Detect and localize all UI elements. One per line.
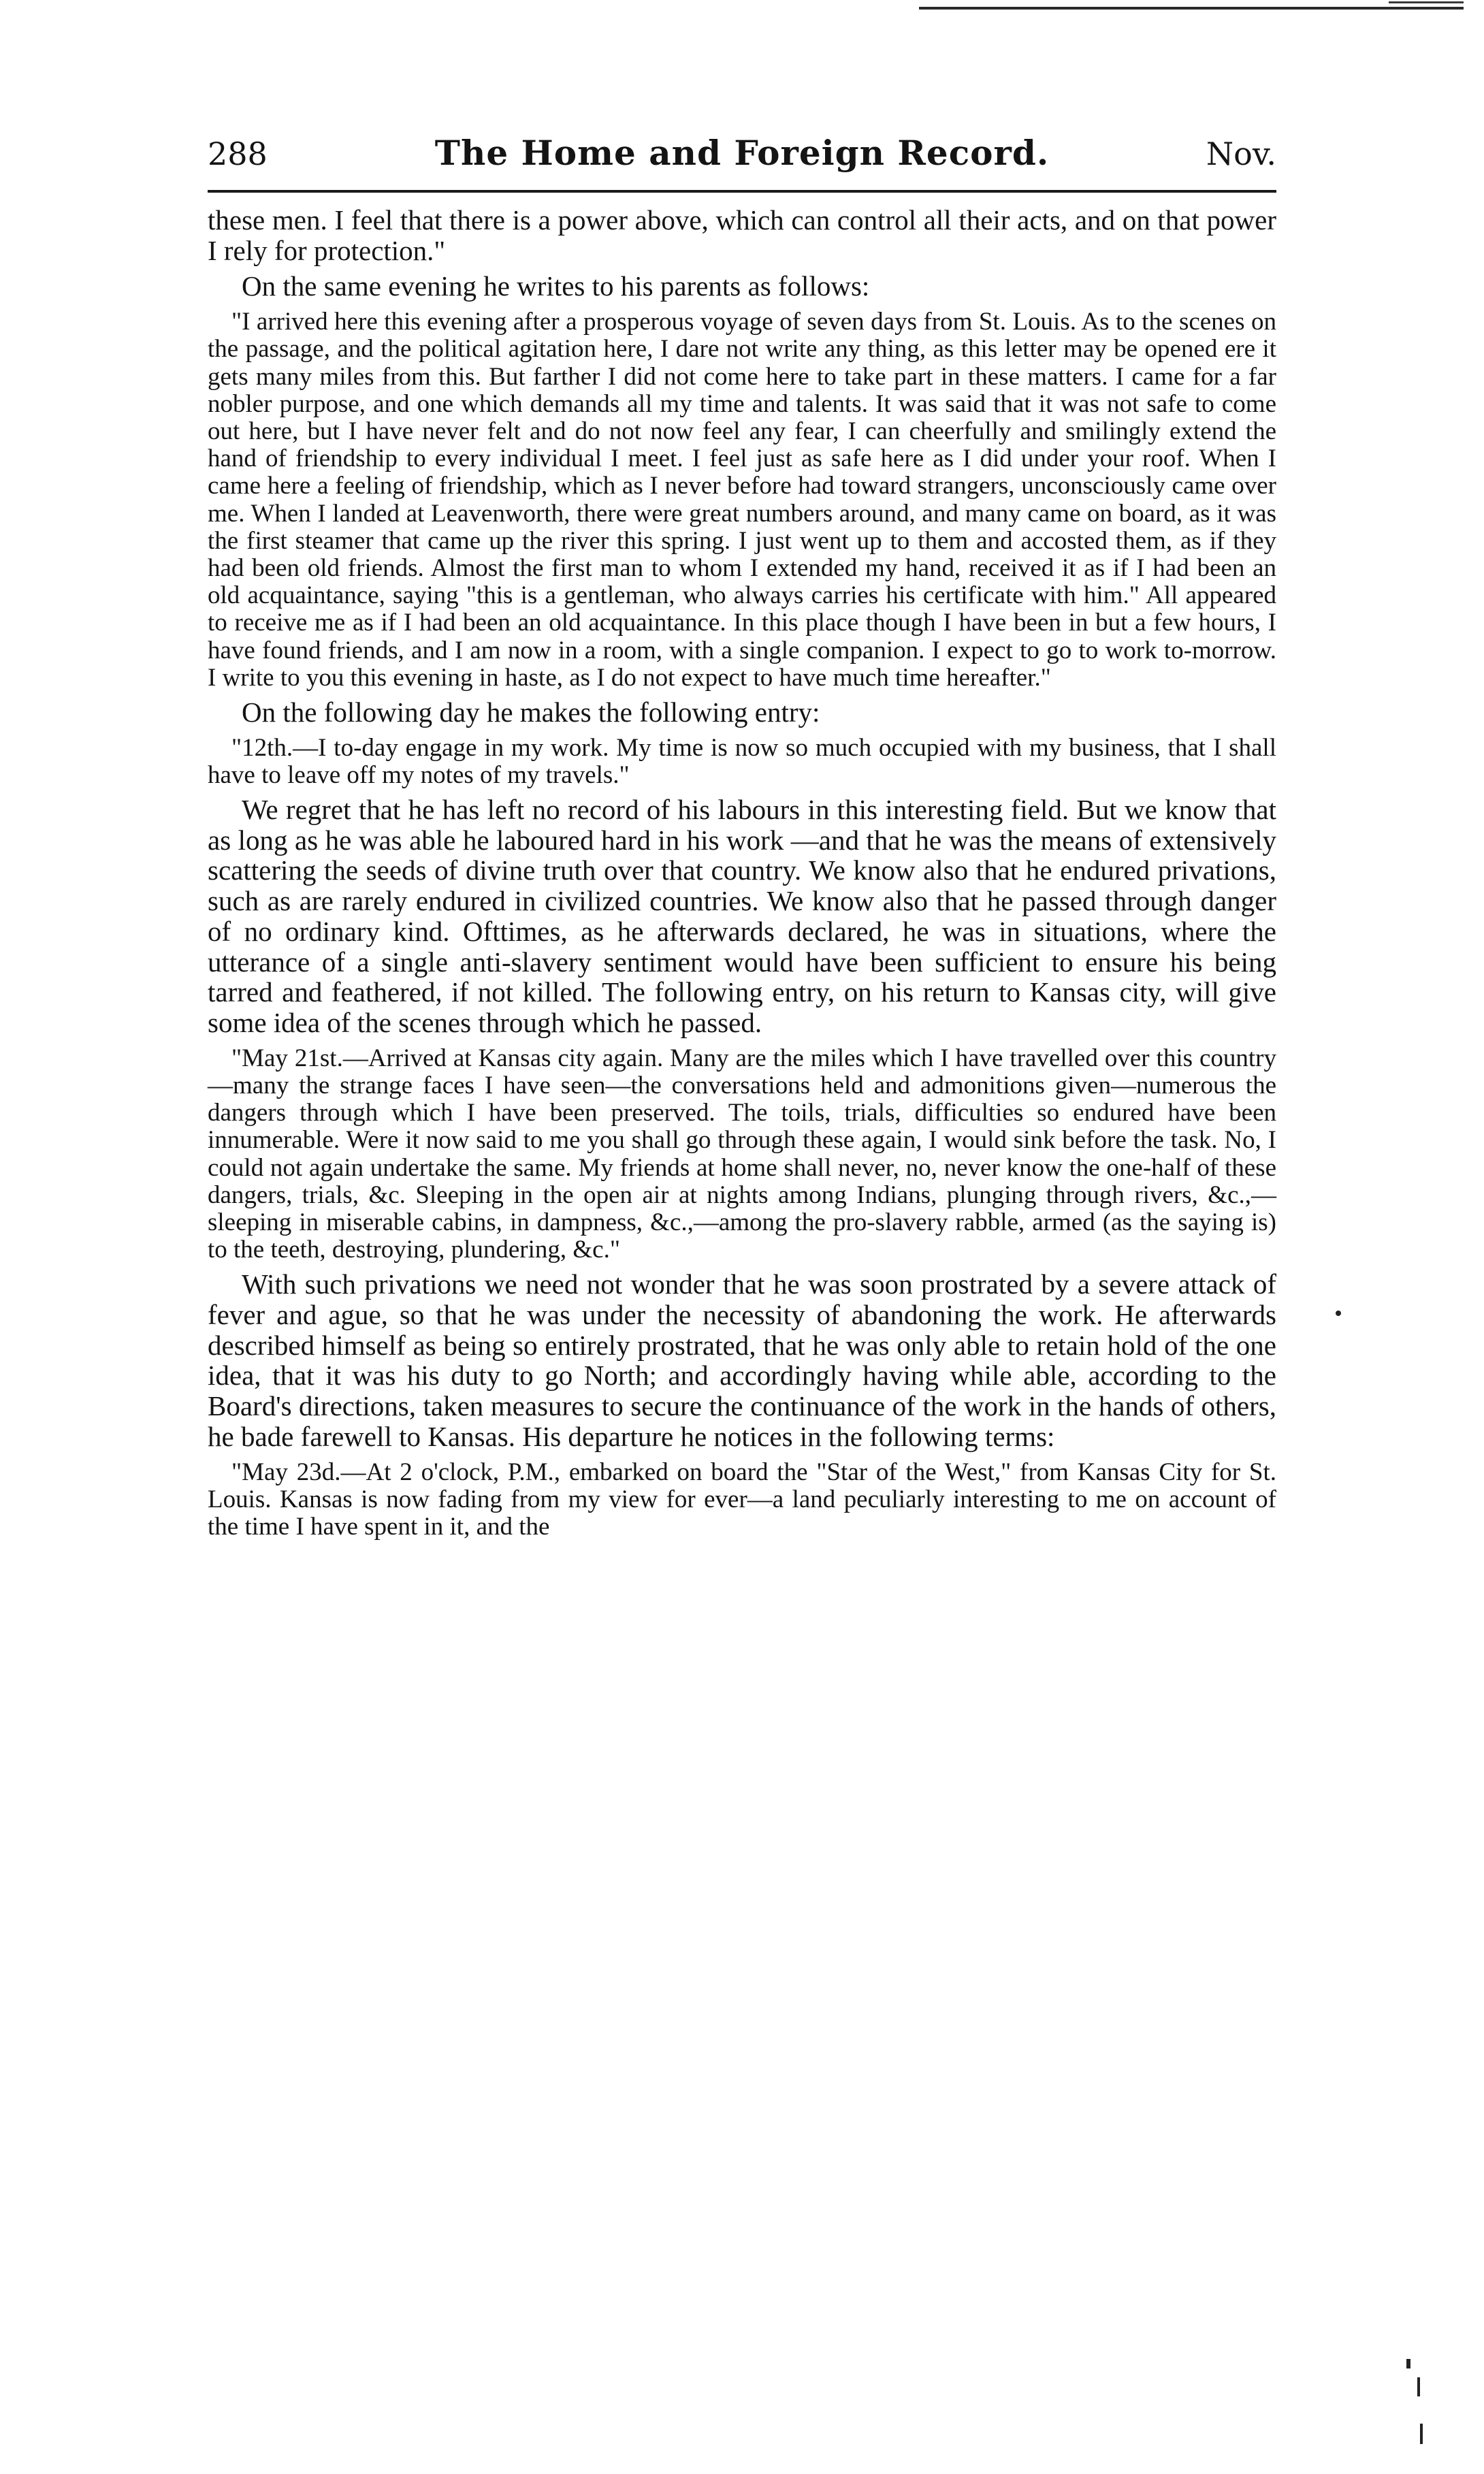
article-body bbox=[208, 205, 1276, 1541]
paragraph: We regret that he has left no record of his labours in this interesting field. But we know that as long as he was able he laboured hard in his work —and that he was the means of extensively scattering the seeds of divine truth over that country. We know also that he endured privations, such as are rarely endured in civilized countries. We know also that he passed through danger of no ordinary kind. Ofttimes, as he afterwards declared, he was in situations, where the utterance of a single anti-slavery sentiment would have been sufficient to ensure his being tarred and feathered, if not killed. The following entry, on his return to Kansas city, will give some idea of the scenes through which he passed. bbox=[208, 794, 1276, 1038]
quoted-entry: "May 23d.—At 2 o'clock, P.M., embarked on board the "Star of the West," from Kansas City for St. Louis. Kansas is now fading from my view for ever—a land peculiarly interesting to me on account of the time I have spent in it, and the bbox=[208, 1458, 1276, 1541]
quoted-entry: "May 21st.—Arrived at Kansas city again. Many are the miles which I have travelled over this country—many the strange faces I have seen—the conversations held and admonitions given—numerous the dangers through which I have been preserved. The toils, trials, difficulties so endured have been innumerable. Were it now said to me you shall go through these again, I would sink before the task. No, I could not again undertake the same. My friends at home shall never, no, never know the one-half of these dangers, trials, &c. Sleeping in the open air at nights among Indians, plunging through rivers, &c.,—sleeping in miserable cabins, in dampness, &c.,—among the pro-slavery rabble, armed (as the saying is) to the teeth, destroying, plundering, &c." bbox=[208, 1044, 1276, 1264]
quoted-entry: "12th.—I to-day engage in my work. My time is now so much occupied with my business, that I shall have to leave off my notes of my travels." bbox=[208, 733, 1276, 789]
top-edge-rule bbox=[919, 7, 1464, 10]
page-number: 288 bbox=[208, 135, 268, 172]
paragraph: On the following day he makes the following entry: bbox=[242, 696, 820, 728]
header-rule bbox=[208, 190, 1276, 193]
running-header bbox=[208, 133, 1276, 180]
margin-speck bbox=[1336, 1311, 1341, 1316]
quoted-letter: "I arrived here this evening after a prosperous voyage of seven days from St. Louis. As to the scenes on the passage, and the political agitation here, I dare not write any thing, as this letter may be opened ere it gets many miles from this. But farther I did not come here to take part in these matters. I came for a far nobler purpose, and one which demands all my time and talents. It was said that it was not safe to come out here, but I have never felt and do not now feel any fear, I can cheerfully and smilingly extend the hand of friendship to every individual I meet. I feel just as safe here as I did under your roof. When I came here a feeling of friendship, which as I never before had toward strangers, unconsciously came over me. When I landed at Leavenworth, there were great numbers around, and many came on board, as it was the first steamer that came up the river this spring. I just went up to them and accosted them, as if they had been old friends. Almost the first man to whom I extended my hand, received it as if I had been an old acquaintance, saying "this is a gentleman, who always carries his certificate with him." All appeared to receive me as if I had been an old acquaintance. In this place though I have been in but a few hours, I have found friends, and I am now in a room, with a single companion. I expect to go to work to-morrow. I write to you this evening in haste, as I do not expect to have much time hereafter." bbox=[208, 308, 1276, 692]
journal-title: The Home and Foreign Record. bbox=[434, 133, 1050, 173]
margin-speck bbox=[1406, 2359, 1410, 2368]
top-edge-mark bbox=[1389, 1, 1464, 3]
paragraph: On the same evening he writes to his parents as follows: bbox=[242, 270, 870, 302]
margin-speck bbox=[1417, 2377, 1420, 2396]
margin-speck bbox=[1420, 2424, 1423, 2444]
paragraph: With such privations we need not wonder that he was soon prostrated by a severe attack of fever and ague, so that he was under the necessity of abandoning the work. He afterwards described himself as being so entirely prostrated, that he was only able to retain hold of the one idea, that it was his duty to go North; and accordingly having while able, according to the Board's directions, taken measures to secure the continuance of the work in the hands of others, he bade farewell to Kansas. His departure he notices in the following terms: bbox=[208, 1268, 1276, 1452]
header-month: Nov. bbox=[1206, 135, 1276, 172]
page bbox=[208, 133, 1276, 1541]
paragraph-continued: these men. I feel that there is a power above, which can control all their acts, and on that power I rely for protection." bbox=[208, 204, 1276, 266]
